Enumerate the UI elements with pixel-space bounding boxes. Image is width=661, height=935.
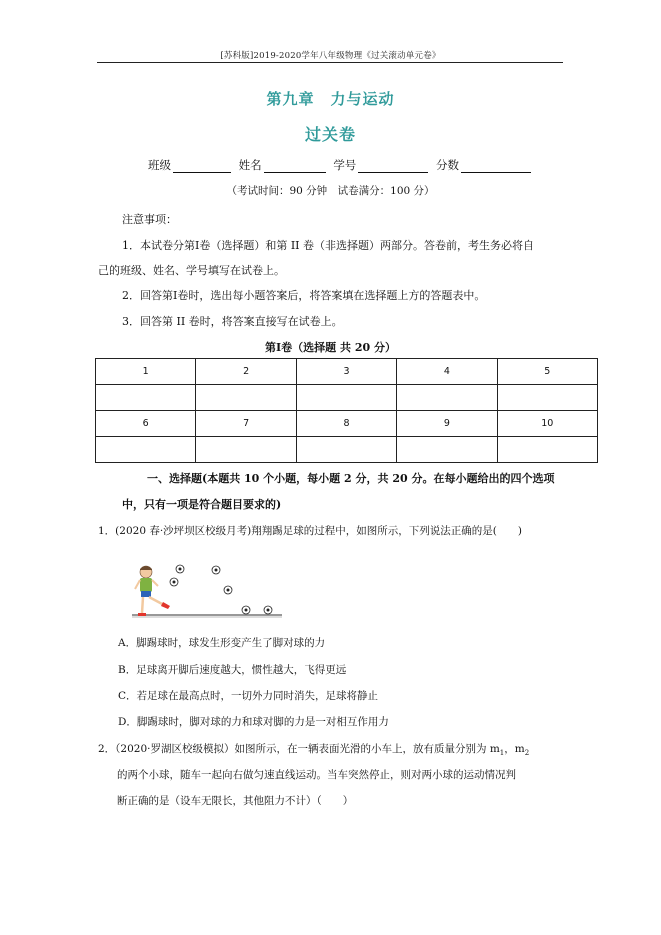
- answer-table: [95, 358, 598, 463]
- student-id-blank[interactable]: [358, 160, 428, 173]
- answer-cell[interactable]: [96, 437, 196, 463]
- exam-info: （考试时间：90 分钟 试卷满分：100 分）: [226, 185, 435, 197]
- answer-number: 5: [497, 359, 597, 385]
- question-1-stem: 1．(2020 春·沙坪坝区校级月考)翔翔踢足球的过程中，如图所示，下列说法正确的是( ): [98, 525, 522, 537]
- answer-number: 4: [397, 359, 497, 385]
- question-1-option-c: C．若足球在最高点时，一切外力同时消失，足球将静止: [118, 690, 379, 702]
- question-2-line-3: 断正确的是（设车无限长，其他阻力不计）（ ）: [117, 795, 354, 807]
- answer-blank-row: [96, 437, 598, 463]
- answer-cell[interactable]: [196, 385, 296, 411]
- answer-number: 1: [96, 359, 196, 385]
- answer-cell[interactable]: [397, 437, 497, 463]
- name-field: [239, 157, 326, 173]
- chapter-title: 第九章 力与运动: [266, 90, 395, 108]
- note-item-2: 2．回答第Ⅰ卷时，选出每小题答案后，将答案填在选择题上方的答题表中。: [122, 289, 486, 302]
- answer-number: 10: [497, 411, 597, 437]
- question-2-line-1-text: 2．（2020·罗湖区校级模拟）如图所示，在一辆表面光滑的小车上，放有质量分别为 m: [98, 743, 500, 755]
- paper-subtitle: 过关卷: [304, 125, 356, 144]
- question-2-line-2: 的两个小球，随车一起向右做匀速直线运动。当车突然停止，则对两小球的运动情况判: [117, 769, 516, 781]
- part1-instruction-line-1: 一、选择题(本题共 10 个小题，每小题 2 分，共 20 分。在每小题给出的四个选项: [147, 472, 555, 485]
- score-label: 分数: [435, 158, 459, 172]
- mass-separator: ，m: [504, 743, 525, 755]
- class-blank[interactable]: [173, 160, 231, 173]
- answer-cell[interactable]: [497, 385, 597, 411]
- answer-number: 9: [397, 411, 497, 437]
- header-divider: [97, 62, 563, 63]
- kicking-football-figure: [130, 560, 285, 620]
- class-label: 班级: [148, 158, 171, 172]
- answer-number: 8: [296, 411, 396, 437]
- class-field: [148, 157, 231, 173]
- note-item-3: 3．回答第 II 卷时，将答案直接写在试卷上。: [122, 315, 343, 328]
- part1-instruction-line-2: 中，只有一项是符合题目要求的): [122, 498, 282, 511]
- question-1-option-b: B．足球离开脚后速度越大，惯性越大，飞得更远: [118, 664, 347, 676]
- score-blank[interactable]: [461, 160, 531, 173]
- answer-cell[interactable]: [296, 385, 396, 411]
- page-header: [苏科版]2019-2020学年八年级物理《过关滚动单元卷》: [220, 51, 441, 61]
- student-info-fields: [148, 157, 535, 173]
- mass-subscript-2: 2: [524, 749, 530, 758]
- answer-cell[interactable]: [196, 437, 296, 463]
- student-id-label: 学号: [333, 158, 357, 172]
- answer-number: 7: [196, 411, 296, 437]
- question-2-line-1: [98, 741, 529, 757]
- answer-number: 3: [296, 359, 396, 385]
- student-id-field: [333, 157, 428, 173]
- question-1-option-d: D．脚踢球时，脚对球的力和球对脚的力是一对相互作用力: [118, 716, 389, 728]
- answer-cell[interactable]: [296, 437, 396, 463]
- section-title: 第Ⅰ卷（选择题 共 20 分）: [265, 341, 396, 354]
- answer-blank-row: [96, 385, 598, 411]
- note-item-1-line-1: 1．本试卷分第Ⅰ卷（选择题）和第 II 卷（非选择题）两部分。答卷前，考生务必将自: [122, 239, 535, 252]
- name-label: 姓名: [238, 158, 262, 172]
- answer-number-row: [96, 411, 598, 437]
- question-1-option-a: A．脚踢球时，球发生形变产生了脚对球的力: [118, 637, 326, 649]
- name-blank[interactable]: [264, 160, 326, 173]
- score-field: [436, 157, 531, 173]
- mass-subscript-1: 1: [499, 749, 505, 758]
- answer-cell[interactable]: [397, 385, 497, 411]
- answer-cell[interactable]: [96, 385, 196, 411]
- notes-heading: 注意事项：: [122, 213, 177, 226]
- answer-number: 6: [96, 411, 196, 437]
- boy-figure: [135, 566, 170, 616]
- football-positions: [170, 565, 272, 614]
- answer-number-row: [96, 359, 598, 385]
- note-item-1-line-2: 己的班级、姓名、学号填写在试卷上。: [98, 264, 285, 277]
- answer-cell[interactable]: [497, 437, 597, 463]
- answer-number: 2: [196, 359, 296, 385]
